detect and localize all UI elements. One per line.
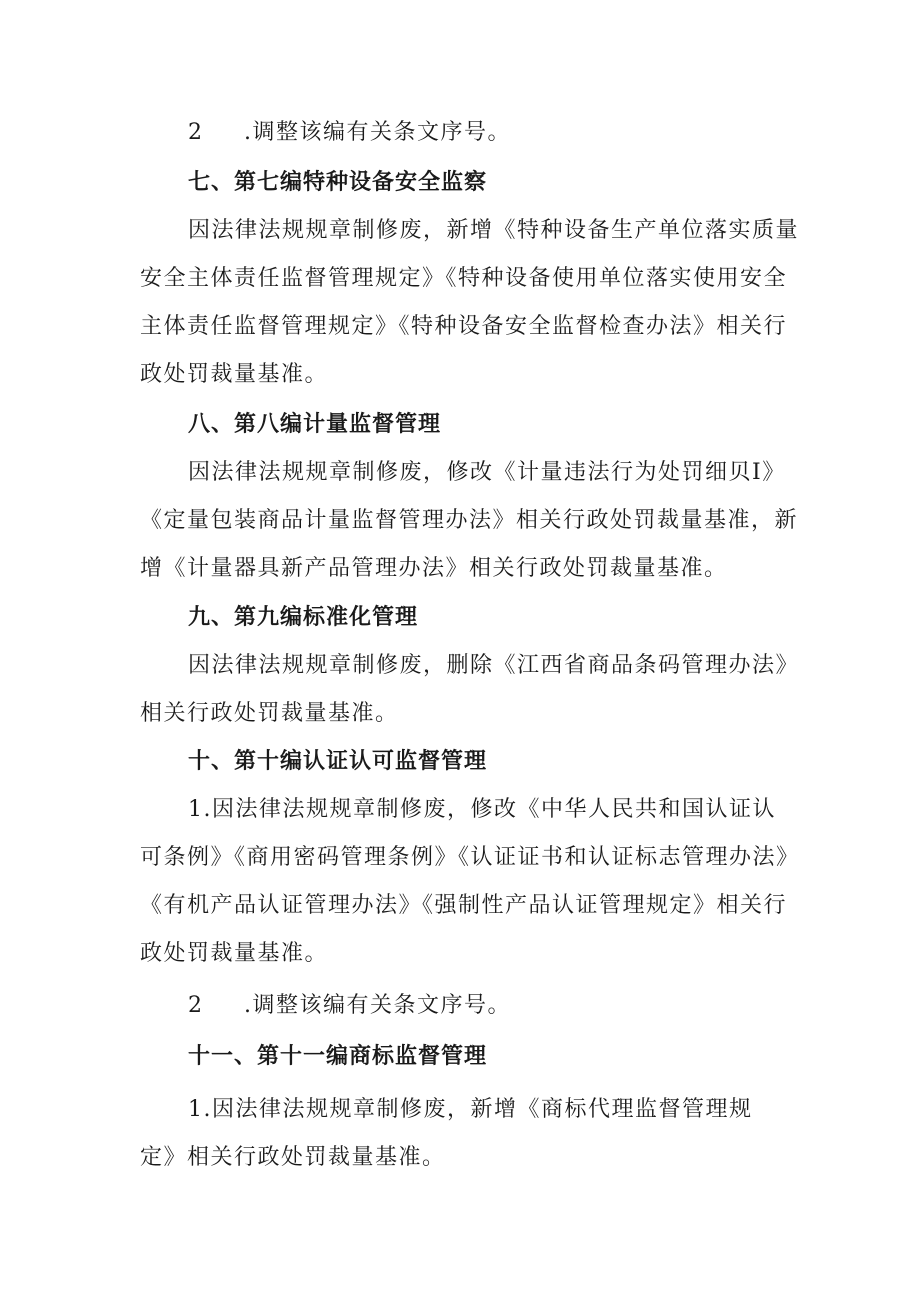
paragraph-line: 1.因法律法规规章制修废，新增《商标代理监督管理规	[188, 1097, 753, 1122]
section-heading-11: 十一、第十一编商标监督管理	[188, 1044, 488, 1069]
paragraph-line: 《有机产品认证管理办法》《强制性产品认证管理规定》相关行	[140, 893, 788, 918]
paragraph-line: 安全主体责任监督管理规定》《特种设备使用单位落实使用安全	[140, 266, 788, 291]
section-heading-7: 七、第七编特种设备安全监察	[188, 170, 488, 195]
paragraph-line: 因法律法规规章制修废，新增《特种设备生产单位落实质量	[188, 218, 800, 243]
paragraph-line: 主体责任监督管理规定》《特种设备安全监督检查办法》相关行	[140, 314, 788, 339]
item-number: 2	[188, 120, 204, 145]
paragraph-line: 相关行政处罚裁量基准。	[140, 701, 399, 726]
paragraph-line: 增《计量器具新产品管理办法》相关行政处罚裁量基准。	[140, 556, 728, 581]
section-heading-10: 十、第十编认证认可监督管理	[188, 749, 488, 774]
paragraph-line: 政处罚裁量基准。	[140, 941, 329, 966]
paragraph-line: 可条例》《商用密码管理条例》《认证证书和认证标志管理办法》	[140, 845, 800, 870]
paragraph-line: 因法律法规规章制修废，修改《计量违法行为处罚细贝I》	[188, 460, 786, 485]
paragraph-line: 定》相关行政处罚裁量基准。	[140, 1145, 446, 1170]
paragraph-line: 因法律法规规章制修废，删除《江西省商品条码管理办法》	[188, 653, 800, 678]
section-heading-9: 九、第九编标准化管理	[188, 605, 419, 630]
section-heading-8: 八、第八编计量监督管理	[188, 412, 442, 437]
item-text: .调整该编有关条文序号。	[244, 993, 511, 1018]
numbered-item	[188, 991, 511, 1021]
paragraph-line: 政处罚裁量基准。	[140, 362, 329, 387]
paragraph-line: 《定量包装商品计量监督管理办法》相关行政处罚裁量基准，新	[140, 508, 799, 533]
numbered-item	[188, 118, 511, 148]
item-number: 2	[188, 993, 204, 1018]
paragraph-line: 1.因法律法规规章制修废，修改《中华人民共和国认证认	[188, 797, 776, 822]
item-text: .调整该编有关条文序号。	[244, 120, 511, 145]
